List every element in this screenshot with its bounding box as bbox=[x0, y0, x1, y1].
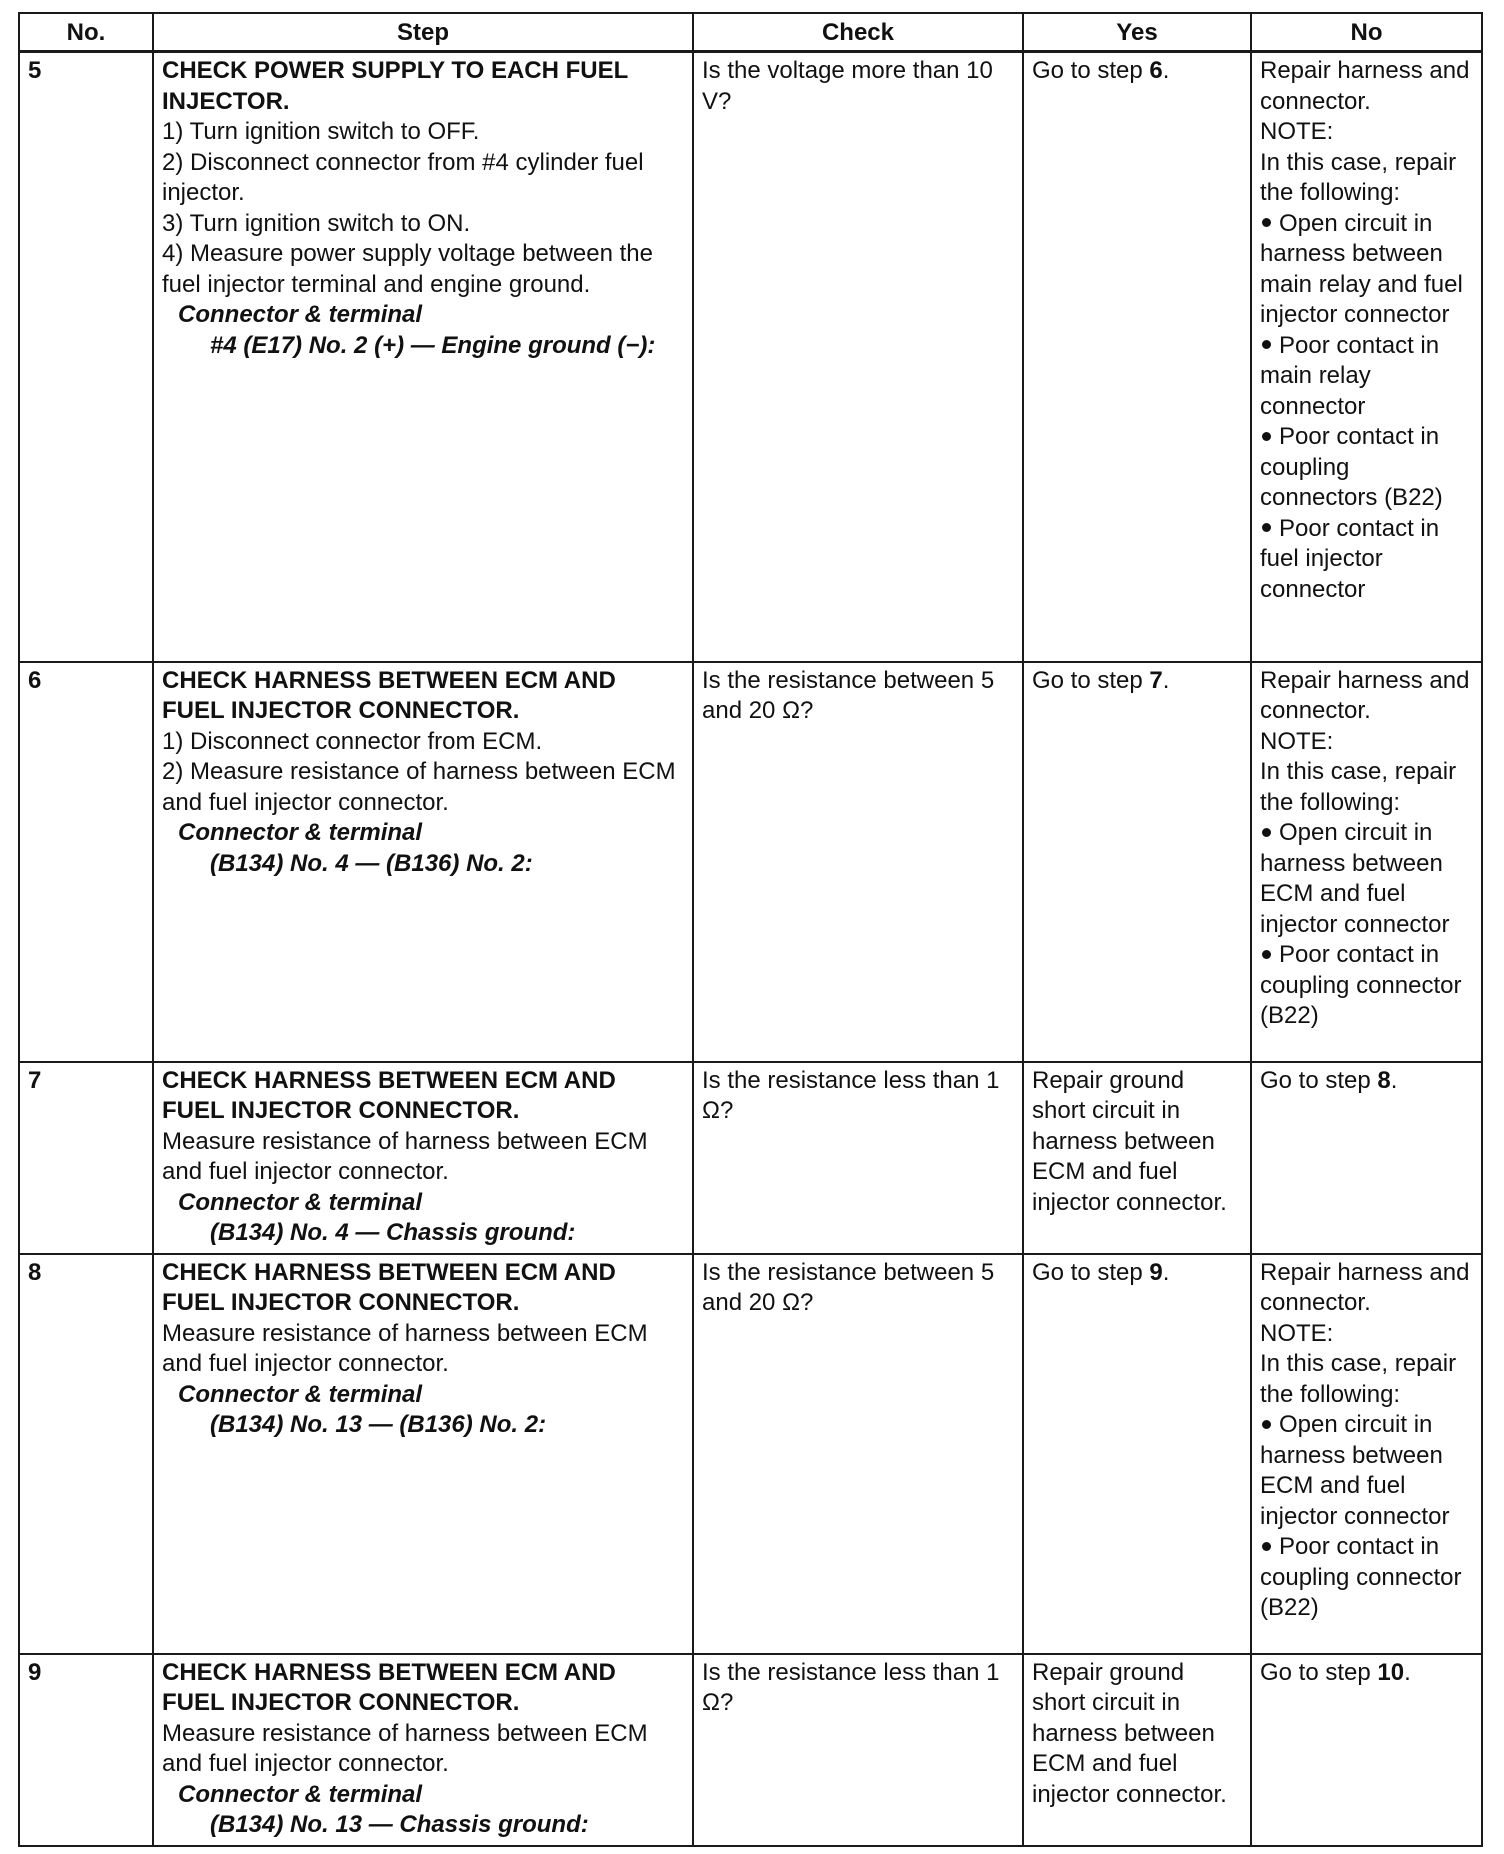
connector-terminal: (B134) No. 13 — Chassis ground: bbox=[210, 1811, 589, 1838]
yes-cell bbox=[1023, 662, 1251, 1062]
step-number: 7 bbox=[19, 1062, 153, 1254]
step-instruction: Measure resistance of harness between ECM and fuel injector connector. bbox=[162, 1127, 648, 1185]
step-number: 5 bbox=[19, 52, 153, 662]
step-number: 8 bbox=[19, 1254, 153, 1654]
bullet-icon bbox=[1262, 523, 1271, 532]
step-instruction: 3) Turn ignition switch to ON. bbox=[162, 209, 471, 237]
check-question: Is the resistance less than 1 Ω? bbox=[702, 1658, 1000, 1716]
list-item bbox=[1260, 422, 1473, 514]
check-cell bbox=[693, 1254, 1023, 1654]
header-no: No. bbox=[19, 13, 153, 52]
yes-goto-step: 7 bbox=[1149, 666, 1163, 694]
connector-terminal: (B134) No. 13 — (B136) No. 2: bbox=[210, 1411, 547, 1438]
check-question: Is the resistance between 5 and 20 Ω? bbox=[702, 666, 995, 724]
no-bullet-text: Open circuit in harness between ECM and fuel injector connector bbox=[1260, 819, 1450, 938]
check-question: Is the resistance less than 1 Ω? bbox=[702, 1066, 1000, 1124]
header-row bbox=[19, 13, 1482, 52]
bullet-icon bbox=[1262, 1420, 1271, 1429]
step-cell bbox=[153, 662, 693, 1062]
check-question: Is the voltage more than 10 V? bbox=[702, 57, 993, 115]
step-instruction: 4) Measure power supply voltage between the fuel injector terminal and engine ground. bbox=[162, 240, 653, 298]
no-note-label: NOTE: bbox=[1260, 1319, 1334, 1347]
no-repair-text: Repair harness and connector. bbox=[1260, 57, 1470, 115]
yes-goto-prefix: Go to step bbox=[1032, 1258, 1143, 1286]
step-title: CHECK POWER SUPPLY TO EACH FUEL INJECTOR. bbox=[162, 57, 628, 115]
no-goto-suffix: . bbox=[1404, 1658, 1411, 1686]
yes-goto-prefix: Go to step bbox=[1032, 666, 1143, 694]
no-goto-step: 8 bbox=[1377, 1066, 1391, 1094]
no-bullet-text: Poor contact in fuel injector connector bbox=[1260, 514, 1440, 603]
yes-cell bbox=[1023, 1062, 1251, 1254]
step-title: CHECK HARNESS BETWEEN ECM AND FUEL INJECTOR CONNECTOR. bbox=[162, 666, 616, 724]
list-item bbox=[1260, 209, 1473, 331]
bullet-icon bbox=[1262, 828, 1271, 837]
step-title: CHECK HARNESS BETWEEN ECM AND FUEL INJECTOR CONNECTOR. bbox=[162, 1066, 616, 1124]
list-item bbox=[1260, 940, 1473, 1032]
step-instruction: 2) Measure resistance of harness between ECM and fuel injector connector. bbox=[162, 758, 676, 816]
yes-cell bbox=[1023, 1654, 1251, 1846]
step-instruction: 2) Disconnect connector from #4 cylinder fuel injector. bbox=[162, 148, 644, 206]
yes-repair-text: Repair ground short circuit in harness between ECM and fuel injector connector. bbox=[1032, 1066, 1227, 1216]
no-goto-prefix: Go to step bbox=[1260, 1066, 1371, 1094]
no-note-text: In this case, repair the following: bbox=[1260, 758, 1457, 816]
step-instruction: Measure resistance of harness between ECM and fuel injector connector. bbox=[162, 1319, 648, 1377]
table-row bbox=[19, 1062, 1482, 1254]
yes-goto-suffix: . bbox=[1162, 57, 1170, 84]
check-question: Is the resistance between 5 and 20 Ω? bbox=[702, 1258, 995, 1316]
no-cell bbox=[1251, 1254, 1482, 1654]
table-row bbox=[19, 1254, 1482, 1654]
step-instruction: Measure resistance of harness between ECM and fuel injector connector. bbox=[162, 1719, 648, 1777]
connector-label: Connector & terminal bbox=[178, 1188, 423, 1216]
bullet-icon bbox=[1262, 1542, 1271, 1551]
no-bullet-text: Poor contact in main relay connector bbox=[1260, 331, 1440, 420]
no-goto-prefix: Go to step bbox=[1260, 1658, 1371, 1686]
step-title: CHECK HARNESS BETWEEN ECM AND FUEL INJECTOR CONNECTOR. bbox=[162, 1658, 616, 1716]
connector-label: Connector & terminal bbox=[178, 301, 423, 328]
header-check: Check bbox=[693, 13, 1023, 52]
connector-terminal: (B134) No. 4 — (B136) No. 2: bbox=[210, 849, 533, 877]
step-instruction: 1) Turn ignition switch to OFF. bbox=[162, 118, 480, 145]
no-bullet-text: Open circuit in harness between ECM and fuel injector connector bbox=[1260, 1411, 1450, 1530]
step-cell bbox=[153, 52, 693, 662]
no-bullet-text: Poor contact in coupling connector (B22) bbox=[1260, 1533, 1462, 1621]
list-item bbox=[1260, 331, 1473, 423]
step-cell bbox=[153, 1654, 693, 1846]
check-cell bbox=[693, 1654, 1023, 1846]
bullet-icon bbox=[1262, 218, 1271, 227]
connector-label: Connector & terminal bbox=[178, 1780, 423, 1808]
no-note-label: NOTE: bbox=[1260, 727, 1334, 755]
table-row bbox=[19, 52, 1482, 662]
no-note-label: NOTE: bbox=[1260, 118, 1334, 145]
connector-label: Connector & terminal bbox=[178, 1380, 423, 1408]
yes-goto-step: 9 bbox=[1149, 1258, 1163, 1286]
yes-goto-prefix: Go to step bbox=[1032, 57, 1143, 84]
connector-terminal: (B134) No. 4 — Chassis ground: bbox=[210, 1219, 576, 1246]
header-no-result: No bbox=[1251, 13, 1482, 52]
header-step: Step bbox=[153, 13, 693, 52]
no-bullet-text: Poor contact in coupling connectors (B22) bbox=[1260, 423, 1443, 511]
check-cell bbox=[693, 52, 1023, 662]
no-goto-suffix: . bbox=[1390, 1066, 1398, 1094]
yes-cell bbox=[1023, 52, 1251, 662]
yes-goto-suffix: . bbox=[1162, 1258, 1170, 1286]
step-number: 6 bbox=[19, 662, 153, 1062]
step-cell bbox=[153, 1062, 693, 1254]
no-bullet-text: Open circuit in harness between main relay and fuel injector connector bbox=[1260, 209, 1463, 328]
no-repair-text: Repair harness and connector. bbox=[1260, 1258, 1470, 1316]
yes-goto-suffix: . bbox=[1162, 666, 1170, 694]
step-cell bbox=[153, 1254, 693, 1654]
no-cell bbox=[1251, 1062, 1482, 1254]
no-goto-step: 10 bbox=[1377, 1658, 1405, 1686]
bullet-icon bbox=[1262, 950, 1271, 959]
connector-terminal: #4 (E17) No. 2 (+) — Engine ground (−): bbox=[210, 331, 656, 359]
step-instruction: 1) Disconnect connector from ECM. bbox=[162, 727, 543, 755]
connector-label: Connector & terminal bbox=[178, 819, 423, 846]
yes-cell bbox=[1023, 1254, 1251, 1654]
step-title: CHECK HARNESS BETWEEN ECM AND FUEL INJECTOR CONNECTOR. bbox=[162, 1258, 616, 1316]
list-item bbox=[1260, 1532, 1473, 1624]
list-item bbox=[1260, 818, 1473, 940]
no-bullet-text: Poor contact in coupling connector (B22) bbox=[1260, 941, 1462, 1029]
yes-repair-text: Repair ground short circuit in harness between ECM and fuel injector connector. bbox=[1032, 1658, 1227, 1808]
diagnostic-procedure-table bbox=[18, 12, 1483, 1847]
list-item bbox=[1260, 1410, 1473, 1532]
no-repair-text: Repair harness and connector. bbox=[1260, 666, 1470, 724]
bullet-icon bbox=[1262, 340, 1271, 349]
header-yes: Yes bbox=[1023, 13, 1251, 52]
check-cell bbox=[693, 662, 1023, 1062]
table-row bbox=[19, 1654, 1482, 1846]
no-cell bbox=[1251, 1654, 1482, 1846]
no-cell bbox=[1251, 662, 1482, 1062]
bullet-icon bbox=[1262, 432, 1271, 441]
table-row bbox=[19, 662, 1482, 1062]
yes-goto-step: 6 bbox=[1149, 57, 1163, 84]
step-number: 9 bbox=[19, 1654, 153, 1846]
no-note-text: In this case, repair the following: bbox=[1260, 148, 1457, 206]
list-item bbox=[1260, 514, 1473, 606]
no-note-text: In this case, repair the following: bbox=[1260, 1350, 1457, 1408]
check-cell bbox=[693, 1062, 1023, 1254]
no-cell bbox=[1251, 52, 1482, 662]
